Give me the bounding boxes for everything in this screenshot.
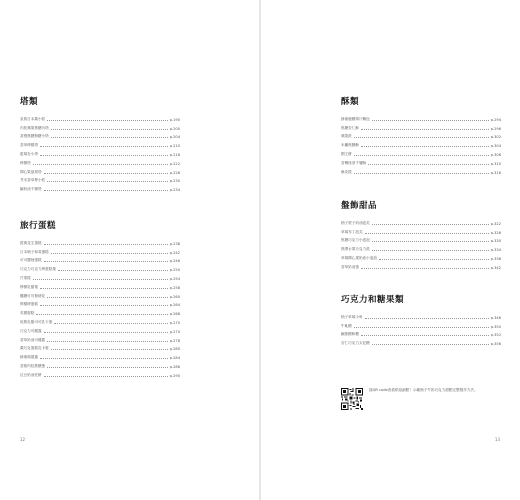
dot-leader bbox=[58, 270, 168, 271]
toc-entry bbox=[20, 166, 180, 175]
toc-entry-page: p.254 bbox=[169, 276, 180, 281]
toc-entry-title: 草莓布丁泡芙 bbox=[341, 229, 363, 234]
qr-caption: 掃QR code查看烘焙細點！示範柚子牛奶巧克力甜點完整製作方法。 bbox=[369, 388, 478, 392]
dot-leader bbox=[47, 341, 168, 342]
toc-entry-page: p.250 bbox=[169, 268, 180, 273]
dot-leader bbox=[368, 164, 489, 165]
toc-entry-page: p.226 bbox=[169, 170, 180, 175]
toc-entry-title: 楓糖可可餐磅花 bbox=[20, 293, 46, 298]
toc-entry bbox=[20, 299, 180, 308]
toc-entry-page: p.294 bbox=[490, 117, 501, 122]
dot-leader bbox=[372, 120, 489, 121]
toc-entry bbox=[341, 329, 501, 338]
toc-entry-page: p.316 bbox=[490, 170, 501, 175]
toc-entry-page: p.258 bbox=[169, 285, 180, 290]
dot-leader bbox=[365, 233, 489, 234]
dot-leader bbox=[40, 358, 168, 359]
dot-leader bbox=[372, 250, 489, 251]
dot-leader bbox=[40, 288, 168, 289]
toc-entry-title: 芹果捲 bbox=[20, 275, 31, 280]
toc-entry-title: 香蕉肉桂焦糖蛋 bbox=[20, 363, 46, 368]
toc-entry-page: p.222 bbox=[169, 161, 180, 166]
toc-entry-page: p.284 bbox=[169, 356, 180, 361]
left-page bbox=[0, 0, 259, 500]
toc-entry bbox=[20, 369, 180, 378]
dot-leader bbox=[51, 253, 168, 254]
toc-entry bbox=[341, 113, 501, 122]
toc-entry-page: p.290 bbox=[169, 373, 180, 378]
toc-entry-title: 鹹焦糖軟糖 bbox=[341, 332, 359, 337]
toc-entry-page: p.230 bbox=[169, 179, 180, 184]
toc-entry bbox=[341, 337, 501, 346]
toc-entry-title: 低筋乳酪可可乳卡蛋 bbox=[20, 319, 53, 324]
toc-entry-page: p.238 bbox=[169, 241, 180, 246]
toc-entry-title: 草莓開心果奶油小泡泡 bbox=[341, 255, 377, 260]
toc-entry bbox=[20, 263, 180, 272]
dot-leader bbox=[354, 327, 489, 328]
dot-leader bbox=[354, 137, 489, 138]
dot-leader bbox=[44, 244, 168, 245]
toc-entry bbox=[341, 157, 501, 166]
qr-block bbox=[341, 388, 481, 410]
toc-entry-page: p.216 bbox=[169, 152, 180, 157]
toc-entry-title: 皇族日本栗小派 bbox=[20, 116, 46, 121]
toc-entry-title: 栗巧克蛋糕乳卡蛋 bbox=[20, 346, 49, 351]
toc-entry bbox=[341, 261, 501, 270]
toc-entry bbox=[341, 131, 501, 140]
toc-entry-title: 可可醬柚蛋糕 bbox=[20, 258, 42, 263]
toc-entry-page: p.288 bbox=[169, 364, 180, 369]
toc-entry-title: 紅豆奶油佐餅 bbox=[20, 372, 42, 377]
toc-entry bbox=[20, 175, 180, 184]
dot-leader bbox=[51, 129, 168, 130]
dot-leader bbox=[36, 314, 167, 315]
toc-entry-page: p.334 bbox=[490, 248, 501, 253]
toc-entry-page: p.242 bbox=[169, 250, 180, 255]
toc-entry-title: 杏仁巧克力太妃糖 bbox=[341, 341, 370, 346]
toc-entry-title: 蘋果派 bbox=[341, 134, 352, 139]
toc-entry-page: p.306 bbox=[490, 152, 501, 157]
toc-entry-title: 檸檬磅蛋糕 bbox=[20, 302, 38, 307]
toc-entry-title: 香草奶油蛋 bbox=[341, 264, 359, 269]
dot-leader bbox=[44, 261, 168, 262]
toc-entry-page: p.246 bbox=[169, 259, 180, 264]
toc-entry-page: p.274 bbox=[169, 329, 180, 334]
toc-entry-title: 鹹奶油千層塔 bbox=[20, 187, 42, 192]
dot-leader bbox=[47, 120, 168, 121]
toc-entry-page: p.200 bbox=[169, 126, 180, 131]
dot-leader bbox=[361, 335, 489, 336]
section-chocolate-candy bbox=[341, 293, 501, 346]
toc-entry-title: 香草檸檬塔 bbox=[20, 143, 38, 148]
dot-leader bbox=[44, 376, 168, 377]
toc-entry bbox=[341, 252, 501, 261]
toc-entry bbox=[20, 148, 180, 157]
dot-leader bbox=[47, 297, 168, 298]
toc-entry bbox=[20, 343, 180, 352]
dot-leader bbox=[33, 279, 168, 280]
toc-entry bbox=[341, 148, 501, 157]
toc-entry bbox=[20, 290, 180, 299]
section-heading: 塔類 bbox=[20, 97, 39, 107]
dot-leader bbox=[51, 349, 168, 350]
toc-entry-title: 藍莓杏小塔 bbox=[20, 151, 38, 156]
toc-entry-title: 熱帶水果巧克力派 bbox=[341, 247, 370, 252]
toc-entry-title: 英國蛋糕 bbox=[20, 311, 35, 316]
dot-leader bbox=[372, 344, 489, 345]
toc-entry bbox=[20, 325, 180, 334]
toc-entry-page: p.326 bbox=[490, 230, 501, 235]
dot-leader bbox=[40, 305, 168, 306]
toc-entry-page: p.268 bbox=[169, 312, 180, 317]
toc-entry bbox=[20, 351, 180, 360]
toc-entry-title: 檸檬塔 bbox=[20, 160, 31, 165]
toc-entry bbox=[341, 166, 501, 175]
toc-entry-page: p.204 bbox=[169, 135, 180, 140]
toc-entry-page: p.310 bbox=[490, 161, 501, 166]
toc-entry bbox=[20, 157, 180, 166]
toc-entry bbox=[20, 316, 180, 325]
dot-leader bbox=[379, 259, 489, 260]
toc-entry-page: p.260 bbox=[169, 294, 180, 299]
toc-entry-title: 牛軋糖 bbox=[341, 323, 352, 328]
dot-leader bbox=[372, 224, 489, 225]
toc-entry bbox=[20, 131, 180, 140]
toc-entry bbox=[20, 334, 180, 343]
section-plated-desserts bbox=[341, 199, 501, 270]
dot-leader bbox=[354, 155, 489, 156]
toc-entry bbox=[20, 272, 180, 281]
toc-entry-title: 米蘭焦糖酥 bbox=[341, 143, 359, 148]
toc-entry bbox=[20, 139, 180, 148]
toc-entry-title: 蜂蜜鹿糖薄片麵包 bbox=[341, 116, 370, 121]
toc-entry-title: 國王餅 bbox=[341, 151, 352, 156]
toc-entry-page: p.342 bbox=[490, 265, 501, 270]
dot-leader bbox=[51, 137, 168, 138]
toc-entry-title: 開心果風梨塔 bbox=[20, 169, 42, 174]
toc-entry bbox=[20, 281, 180, 290]
section-travel-cakes bbox=[20, 219, 180, 378]
toc-entry-page: p.190 bbox=[169, 117, 180, 122]
dot-leader bbox=[372, 241, 489, 242]
toc-entry bbox=[341, 311, 501, 320]
toc-entry bbox=[20, 237, 180, 246]
toc-entry-title: 蜂蜜瑪德蓮 bbox=[20, 355, 38, 360]
toc-entry-page: p.356 bbox=[490, 342, 501, 347]
toc-entry bbox=[20, 246, 180, 255]
toc-entry-page: p.346 bbox=[490, 315, 501, 320]
toc-entry-title: 香橙焦糖無糖小塔 bbox=[20, 134, 49, 139]
toc-entry-page: p.278 bbox=[169, 338, 180, 343]
dot-leader bbox=[40, 155, 168, 156]
toc-entry-page: p.350 bbox=[490, 324, 501, 329]
section-tarts bbox=[20, 95, 180, 192]
page-number: 12 bbox=[20, 437, 26, 442]
toc-entry-page: p.210 bbox=[169, 144, 180, 149]
dot-leader bbox=[365, 318, 489, 319]
toc-entry-title: 巧克力可麗露 bbox=[20, 328, 42, 333]
toc-entry-page: p.330 bbox=[490, 239, 501, 244]
toc-entry bbox=[20, 183, 180, 192]
toc-entry bbox=[341, 217, 501, 226]
dot-leader bbox=[361, 129, 489, 130]
dot-leader bbox=[54, 323, 167, 324]
toc-entry-title: 經典花生蛋糕 bbox=[20, 240, 42, 245]
toc-entry-page: p.280 bbox=[169, 347, 180, 352]
toc-entry bbox=[341, 226, 501, 235]
toc-entry-title: 柚子蒙子奶油泡芙 bbox=[341, 220, 370, 225]
toc-entry bbox=[341, 235, 501, 244]
toc-entry-title: 酥皮捲 bbox=[341, 169, 352, 174]
section-heading: 旅行蛋糕 bbox=[20, 221, 57, 231]
dot-leader bbox=[44, 173, 168, 174]
toc-entry-title: 日本柚子和黃蛋糕 bbox=[20, 249, 49, 254]
toc-entry-page: p.304 bbox=[490, 144, 501, 149]
toc-entry-page: p.322 bbox=[490, 221, 501, 226]
toc-entry bbox=[20, 255, 180, 264]
toc-entry bbox=[341, 139, 501, 148]
toc-entry bbox=[341, 243, 501, 252]
dot-leader bbox=[47, 181, 168, 182]
page-number: 13 bbox=[494, 437, 500, 442]
toc-entry bbox=[20, 122, 180, 131]
section-heading: 酥類 bbox=[341, 97, 360, 107]
section-pastries bbox=[341, 95, 501, 175]
toc-entry-page: p.234 bbox=[169, 188, 180, 193]
toc-entry bbox=[341, 122, 501, 131]
dot-leader bbox=[44, 332, 168, 333]
toc-entry-title: 肉桂蘋果焦糖內塔 bbox=[20, 125, 49, 130]
toc-entry bbox=[341, 320, 501, 329]
toc-entry-title: 芥末香草檸小派 bbox=[20, 178, 46, 183]
toc-entry-page: p.302 bbox=[490, 135, 501, 140]
toc-entry-page: p.296 bbox=[490, 126, 501, 131]
toc-entry-page: p.264 bbox=[169, 303, 180, 308]
section-heading: 盤飾甜品 bbox=[341, 201, 378, 211]
section-heading: 巧克力和糖果類 bbox=[341, 295, 405, 305]
right-page bbox=[261, 0, 520, 500]
dot-leader bbox=[361, 268, 489, 269]
toc-entry bbox=[20, 307, 180, 316]
toc-entry-title: 焦糖杏仁酥 bbox=[341, 125, 359, 130]
toc-entry bbox=[20, 113, 180, 122]
dot-leader bbox=[361, 146, 489, 147]
dot-leader bbox=[40, 146, 168, 147]
toc-entry-title: 香檳抹茶千層酥 bbox=[341, 160, 367, 165]
toc-entry bbox=[20, 360, 180, 369]
dot-leader bbox=[44, 190, 168, 191]
dot-leader bbox=[33, 164, 168, 165]
toc-entry-page: p.352 bbox=[490, 333, 501, 338]
toc-entry-page: p.270 bbox=[169, 320, 180, 325]
toc-entry-title: 焦糖巧克力小泡泡 bbox=[341, 238, 370, 243]
toc-entry-title: 檸檬乳酪捲 bbox=[20, 284, 38, 289]
dot-leader bbox=[354, 173, 489, 174]
toc-entry-title: 柚子草莓小角 bbox=[341, 314, 363, 319]
qr-code-icon[interactable] bbox=[341, 388, 363, 410]
toc-entry-title: 香草奶油可麗露 bbox=[20, 337, 46, 342]
toc-entry-title: 巧克力巧克力烤蛋糕捲 bbox=[20, 267, 56, 272]
dot-leader bbox=[47, 367, 168, 368]
toc-entry-page: p.338 bbox=[490, 256, 501, 261]
